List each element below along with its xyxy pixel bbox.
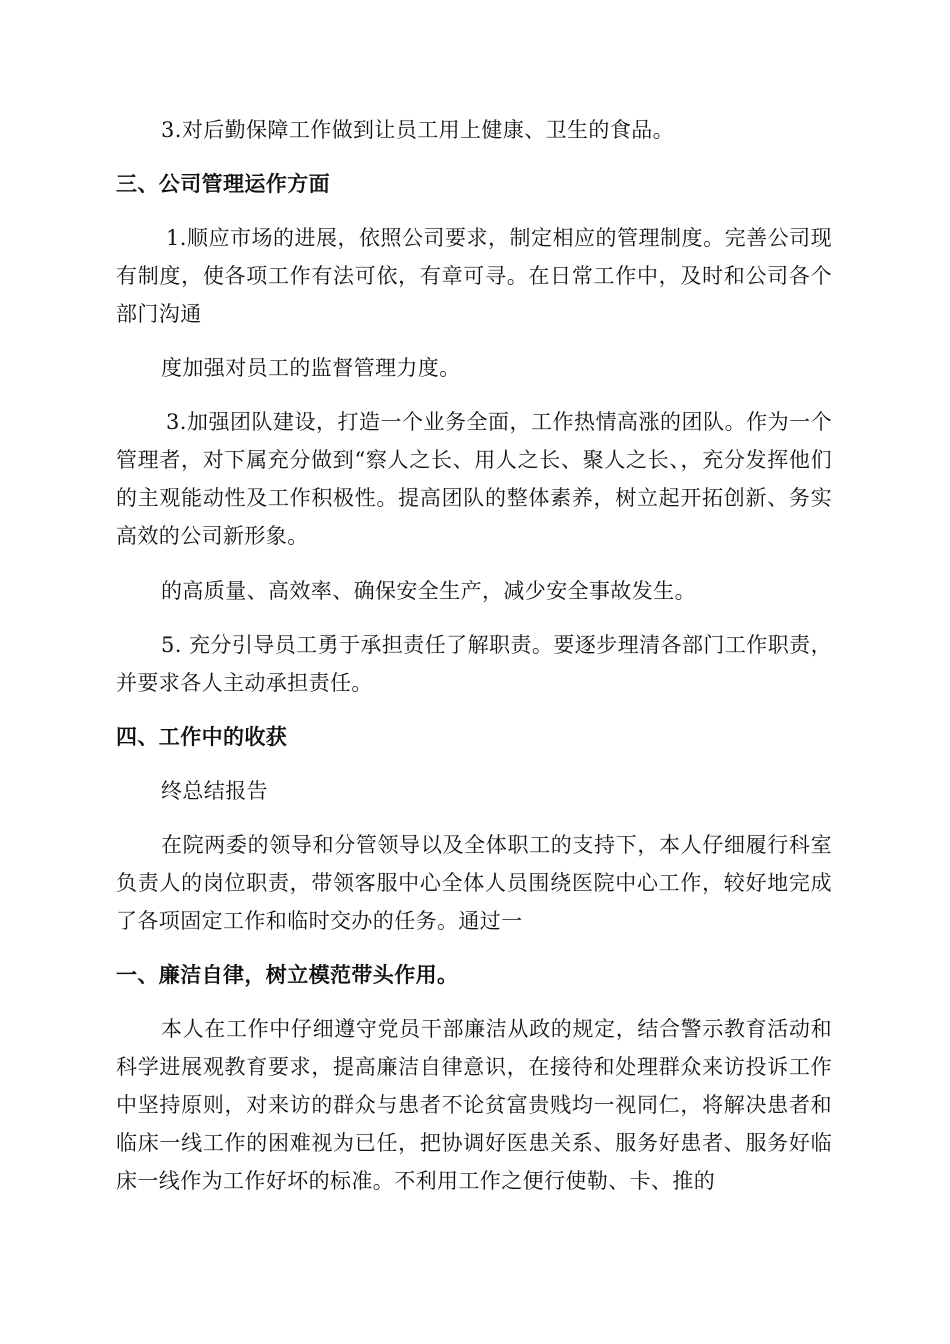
heading-work-gains: 四、工作中的收获 [116,725,288,749]
paragraph-integrity-details: 本人在工作中仔细遵守党员干部廉洁从政的规定，结合警示教育活动和科学进展观教育要求，提高廉洁自律意识，在接待和处理群众来访投诉工作中坚持原则，对来访的群众与患者不论贫富贵贱均一视同仁，将解决患者和临床一线工作的困难视为已任，把协调好医患关系、服务好患者、服务好临床一线作为工作好坏的标准。不利用工作之便行使勒、卡、推的 [116,1017,832,1193]
paragraph-supervision: 度加强对员工的监督管理力度。 [161,356,461,380]
paragraph-safety-production: 的高质量、高效率、确保安全生产，减少安全事故发生。 [161,579,696,603]
paragraph-responsibility: 5. 充分引导员工勇于承担责任了解职责。要逐步理清各部门工作职责，并要求各人主动承担责任。 [116,633,832,695]
paragraph-hospital-support: 在院两委的领导和分管领导以及全体职工的支持下，本人仔细履行科室负责人的岗位职责，带领客服中心全体人员围绕医院中心工作，较好地完成了各项固定工作和临时交办的任务。通过一 [116,833,832,933]
paragraph-management-system: 1.顺应市场的进展，依照公司要求，制定相应的管理制度。完善公司现有制度，使各项工作有法可依，有章可寻。在日常工作中，及时和公司各个部门沟通 [116,226,832,326]
paragraph-report-title: 终总结报告 [161,779,268,803]
paragraph-canteen-food: 3.对后勤保障工作做到让员工用上健康、卫生的食品。 [161,118,675,142]
paragraph-team-building: 3.加强团队建设，打造一个业务全面，工作热情高涨的团队。作为一个管理者，对下属充分做到“察人之长、用人之长、聚人之长、，充分发挥他们的主观能动性及工作积极性。提高团队的整体素养，树立起开拓创新、务实高效的公司新形象。 [116,410,832,548]
heading-company-management: 三、公司管理运作方面 [116,172,330,196]
heading-integrity: 一、廉洁自律，树立模范带头作用。 [116,963,459,987]
